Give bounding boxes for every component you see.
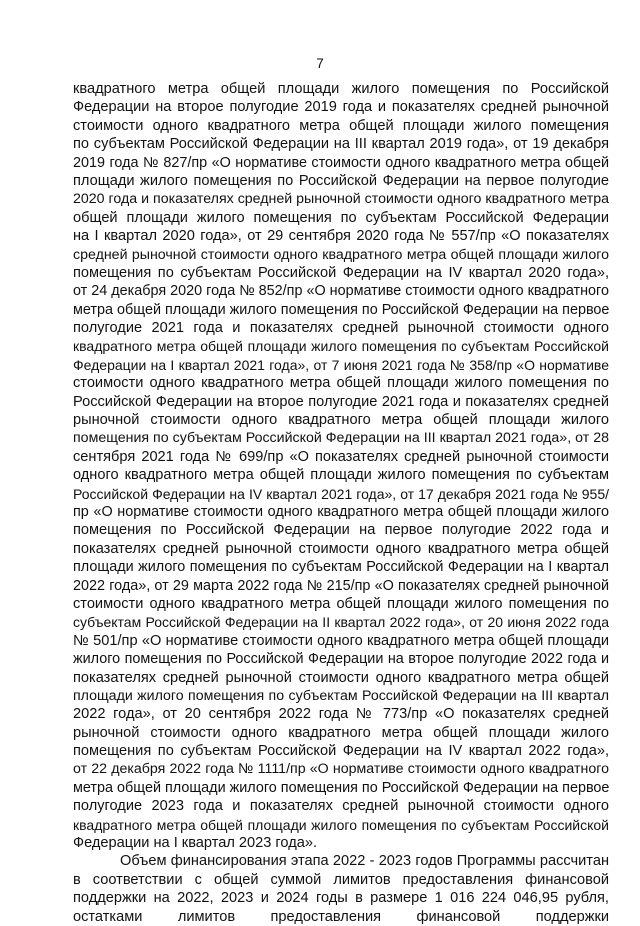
text-line: общей площади жилого помещения по субъектам Российской Федерации <box>73 209 609 226</box>
text-line: средней рыночной стоимости одного квадратного метра общей площади жилого <box>73 246 609 263</box>
text-line: стоимости одного квадратного метра общей площади жилого помещения по <box>73 375 609 392</box>
text-line: сентября 2021 года № 699/пр «О показателях средней рыночной стоимости <box>73 448 609 465</box>
text-line: остатками лимитов предоставления финансовой поддержки <box>73 908 609 925</box>
text-line: показателях средней рыночной стоимости одного квадратного метра общей <box>73 540 609 557</box>
text-line: помещения по субъектам Российской Федерации на IV квартал 2020 года», <box>73 264 609 281</box>
text-line: помещения по субъектам Российской Федерации на IV квартал 2022 года», <box>73 743 609 760</box>
text-line: 2022 года», от 29 марта 2022 года № 215/пр «О показателях средней рыночной <box>73 577 609 594</box>
text-line: 2022 года», от 20 сентября 2022 года № 773/пр «О показателях средней <box>73 706 609 723</box>
text-line: одного квадратного метра общей площади жилого помещения по субъектам <box>73 467 609 484</box>
text-line: субъектам Российской Федерации на II квартал 2022 года», от 20 июня 2022 года <box>73 614 609 631</box>
text-line: Объем финансирования этапа 2022 - 2023 годов Программы рассчитан <box>120 853 609 870</box>
text-line: пр «О нормативе стоимости одного квадратного метра общей площади жилого <box>73 503 609 520</box>
text-line: квадратного метра общей площади жилого помещения по субъектам Российской <box>73 338 609 355</box>
page-number: 7 <box>316 56 324 71</box>
text-line: Федерации на второе полугодие 2019 года и показателях средней рыночной <box>73 99 609 116</box>
text-line: помещения по субъектам Российской Федерации на III квартал 2021 года», от 28 <box>73 430 609 447</box>
text-line: квадратного метра общей площади жилого помещения по субъектам Российской <box>73 816 609 833</box>
text-line: полугодие 2021 года и показателях средней рыночной стоимости одного <box>73 320 609 337</box>
text-line: жилого помещения по Российской Федерации на второе полугодие 2022 года и <box>73 651 609 668</box>
text-line: площади жилого помещения по субъектам Российской Федерации на I квартал <box>73 559 609 576</box>
document-body <box>73 80 609 926</box>
paragraph-continuation <box>73 80 609 852</box>
text-line: от 24 декабря 2020 года № 852/пр «О нормативе стоимости одного квадратного <box>73 283 609 300</box>
text-line: площади жилого помещения по субъектам Российской Федерации на III квартал <box>73 687 609 704</box>
text-line: в соответствии с общей суммой лимитов предоставления финансовой <box>73 871 609 888</box>
text-line: Российской Федерации на второе полугодие 2021 года и показателях средней <box>73 393 609 410</box>
text-line: по субъектам Российской Федерации на III квартал 2019 года», от 19 декабря <box>73 136 609 153</box>
text-line: метра общей площади жилого помещения по Российской Федерации на первое <box>73 779 609 796</box>
text-line: показателях средней рыночной стоимости одного квадратного метра общей <box>73 669 609 686</box>
text-line: № 501/пр «О нормативе стоимости одного квадратного метра общей площади <box>73 632 609 649</box>
text-line: Федерации на I квартал 2023 года». <box>73 835 318 852</box>
text-line: Российской Федерации на IV квартал 2021 года», от 17 декабря 2021 года № 955/ <box>73 485 609 502</box>
text-line: площади жилого помещения по Российской Федерации на первое полугодие <box>73 172 609 189</box>
paragraph-financing <box>73 852 609 926</box>
text-line: 2019 года № 827/пр «О нормативе стоимости одного квадратного метра общей <box>73 154 609 171</box>
text-line: поддержки на 2022, 2023 и 2024 годы в размере 1 016 224 046,95 рубля, <box>73 890 609 907</box>
text-line: Федерации на I квартал 2021 года», от 7 июня 2021 года № 358/пр «О нормативе <box>73 356 609 373</box>
text-line: на I квартал 2020 года», от 29 сентября 2020 года № 557/пр «О показателях <box>73 228 609 245</box>
text-line: полугодие 2023 года и показателях средней рыночной стоимости одного <box>73 798 609 815</box>
text-line: рыночной стоимости одного квадратного метра общей площади жилого <box>73 412 609 429</box>
text-line: рыночной стоимости одного квадратного метра общей площади жилого <box>73 724 609 741</box>
text-line: помещения по Российской Федерации на первое полугодие 2022 года и <box>73 522 609 539</box>
text-line: 2020 года и показателях средней рыночной стоимости одного квадратного метра <box>73 191 609 208</box>
text-line: стоимости одного квадратного метра общей площади жилого помещения по <box>73 595 609 612</box>
text-line: метра общей площади жилого помещения по Российской Федерации на первое <box>73 301 609 318</box>
text-line: от 22 декабря 2022 года № 1111/пр «О нормативе стоимости одного квадратного <box>73 761 609 778</box>
text-line: стоимости одного квадратного метра общей площади жилого помещения <box>73 117 609 134</box>
text-line: квадратного метра общей площади жилого помещения по Российской <box>73 81 609 97</box>
